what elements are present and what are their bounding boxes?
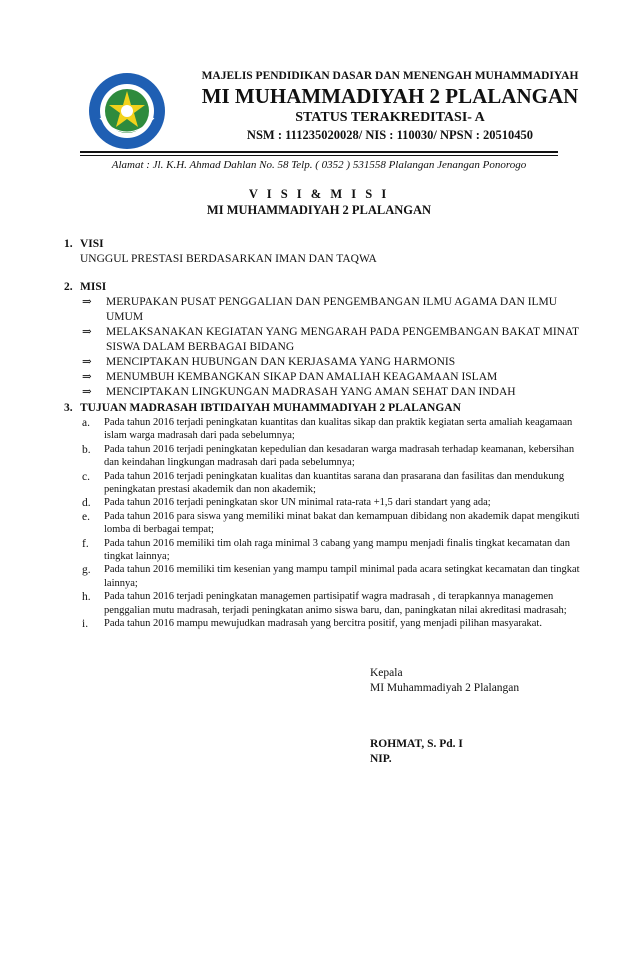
arrow-icon: ⇒ [82, 386, 92, 398]
school-address: Alamat : Jl. K.H. Ahmad Dahlan No. 58 Telp. ( 0352 ) 531558 Plalangan Jenangan Ponorogo [111, 159, 527, 171]
misi-item: MELAKSANAKAN KEGIATAN YANG MENGARAH PADA PENGEMBANGAN BAKAT MINAT SISWA DALAM BERBAGAI BIDANG [106, 326, 579, 353]
document-title: V I S I & M I S I [248, 187, 390, 201]
item-letter: c. [82, 470, 90, 483]
item-letter: d. [82, 497, 91, 510]
item-letter: g. [82, 564, 91, 577]
misi-item: MENCIPTAKAN LINGKUNGAN MADRASAH YANG AMAN SEHAT DAN INDAH [106, 386, 516, 398]
arrow-icon: ⇒ [82, 371, 92, 383]
header-divider [80, 151, 558, 153]
signature-name: ROHMAT, S. Pd. I [370, 738, 463, 750]
section-number: 1. [64, 238, 73, 250]
document-subtitle: MI MUHAMMADIYAH 2 PLALANGAN [206, 203, 432, 217]
school-ids: NSM : 111235020028/ NIS : 110030/ NPSN : 20510450 [246, 128, 534, 142]
tujuan-item: Pada tahun 2016 terjadi peningkatan kuantitas dan kualitas sikap dan praktik kegiatan serta amaliah keagamaan islam warga madrasah dari pada sebelumnya; [104, 417, 573, 442]
section-number: 3. [64, 402, 73, 414]
tujuan-item: Pada tahun 2016 para siswa yang memiliki minat bakat dan kemampuan dibidang non akademik dapat mengikuti lomba di berbagai tempat; [104, 510, 580, 536]
misi-item: MERUPAKAN PUSAT PENGGALIAN DAN PENGEMBANGAN ILMU AGAMA DAN ILMU UMUM [106, 296, 558, 323]
tujuan-heading: TUJUAN MADRASAH IBTIDAIYAH MUHAMMADIYAH 2 PLALANGAN [80, 402, 461, 414]
item-letter: h. [82, 591, 91, 604]
tujuan-section [64, 401, 584, 631]
accreditation-status: STATUS TERAKREDITASI- A [295, 110, 485, 125]
signature-nip: NIP. [370, 753, 392, 765]
item-letter: a. [82, 417, 90, 429]
misi-section [64, 280, 584, 400]
misi-heading: MISI [80, 281, 107, 293]
item-letter: i. [82, 618, 89, 631]
organization-line: MAJELIS PENDIDIKAN DASAR DAN MENENGAH MUHAMMADIYAH [201, 70, 579, 82]
arrow-icon: ⇒ [82, 326, 92, 338]
misi-item: MENCIPTAKAN HUBUNGAN DAN KERJASAMA YANG HARMONIS [106, 356, 456, 368]
tujuan-item: Pada tahun 2016 memiliki tim olah raga minimal 3 cabang yang mampu menjadi finalis tingkat kecamatan dan tingkat lainnya; [104, 537, 570, 563]
signature-institution: MI Muhammadiyah 2 Plalangan [370, 682, 520, 694]
visi-text: UNGGUL PRESTASI BERDASARKAN IMAN DAN TAQWA [80, 253, 377, 265]
arrow-icon: ⇒ [82, 296, 92, 308]
tujuan-item: Pada tahun 2016 memiliki tim kesenian yang mampu tampil minimal pada acara setingkat kecamatan dan tingkat lainnya; [104, 564, 580, 589]
visi-heading: VISI [80, 238, 104, 250]
item-letter: e. [82, 510, 90, 523]
tujuan-item: Pada tahun 2016 mampu mewujudkan madrasah yang bercitra positif, yang menjadi pilihan masyarakat. [104, 618, 542, 630]
header-divider-thin [80, 155, 558, 156]
tujuan-item: Pada tahun 2016 terjadi peningkatan kualitas dan kuantitas sarana dan prasarana dan fasilitas dan mendukung peningkatan prestasi akademik dan non akademik; [104, 470, 565, 496]
item-letter: b. [82, 443, 91, 456]
tujuan-item: Pada tahun 2016 terjadi peningkatan skor UN minimal rata-rata +1,5 dari standart yang ada; [104, 497, 491, 509]
school-name: MI MUHAMMADIYAH 2 PLALANGAN [201, 84, 579, 108]
school-logo [88, 72, 166, 150]
tujuan-item: Pada tahun 2016 terjadi peningkatan kepedulian dan kesadaran warga madrasah terhadap keamanan, kebersihan dan keindahan lingkungan madrasah dari pada sebelumnya; [104, 443, 575, 469]
item-letter: f. [82, 537, 89, 550]
misi-item: MENUMBUH KEMBANGKAN SIKAP DAN AMALIAH KEAGAMAAN ISLAM [106, 371, 498, 383]
visi-section [64, 237, 584, 267]
arrow-icon: ⇒ [82, 356, 92, 368]
tujuan-item: Pada tahun 2016 terjadi peningkatan managemen partisipatif wagra madrasah , di terapkannya managemen penggalian mutu madrasah, terjadi peningkatan animo siswa baru, dan, paningkatan nilai akreditasi madrasah; [104, 591, 567, 616]
signature-role: Kepala [370, 667, 403, 679]
section-number: 2. [64, 281, 73, 293]
